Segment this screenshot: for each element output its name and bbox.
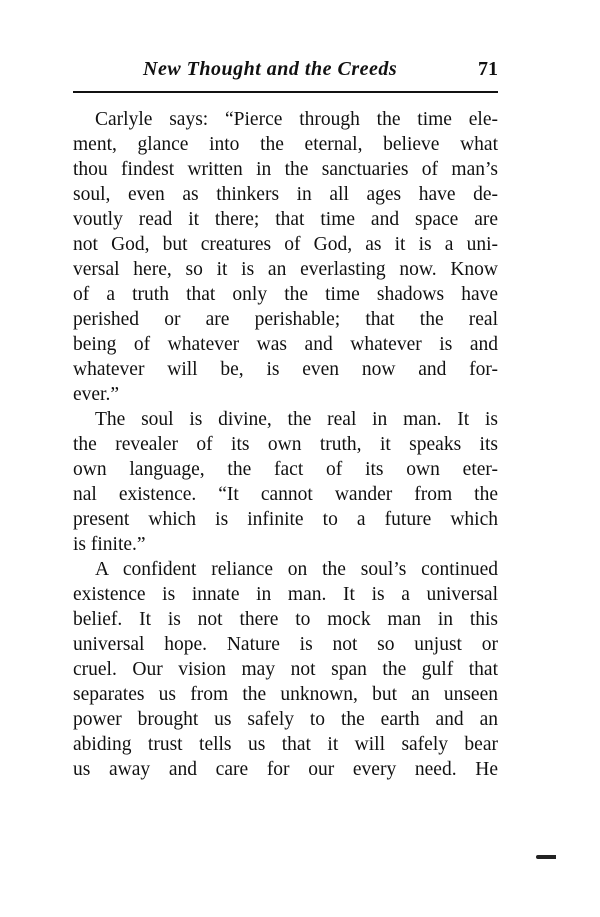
text-line: whatever will be, is even now and for- xyxy=(73,359,498,380)
text-line: existence is innate in man. It is a universal xyxy=(73,584,498,605)
text-line: is finite.” xyxy=(73,534,146,555)
text-line: us away and care for our every need. He xyxy=(73,759,498,780)
scan-mark xyxy=(536,855,556,859)
text-line: versal here, so it is an everlasting now. Know xyxy=(73,259,498,280)
text-line: own language, the fact of its own eter- xyxy=(73,459,498,480)
text-line: present which is infinite to a future which xyxy=(73,509,498,530)
text-line: perished or are perishable; that the real xyxy=(73,309,498,330)
text-line: cruel. Our vision may not span the gulf that xyxy=(73,659,498,680)
running-title: New Thought and the Creeds xyxy=(143,58,398,80)
text-line: thou findest written in the sanctuaries of man’s xyxy=(73,159,498,180)
text-line: A confident reliance on the soul’s continued xyxy=(95,559,498,580)
page-header xyxy=(73,58,498,86)
text-line: ever.” xyxy=(73,384,120,405)
text-line: the revealer of its own truth, it speaks its xyxy=(73,434,498,455)
text-line: of a truth that only the time shadows have xyxy=(73,284,498,305)
header-rule xyxy=(73,91,498,93)
text-line: soul, even as thinkers in all ages have de- xyxy=(73,184,498,205)
text-line: universal hope. Nature is not so unjust or xyxy=(73,634,498,655)
text-line: power brought us safely to the earth and an xyxy=(73,709,498,730)
text-line: voutly read it there; that time and space are xyxy=(73,209,498,230)
text-line: Carlyle says: “Pierce through the time ele- xyxy=(95,109,498,130)
text-line: not God, but creatures of God, as it is a uni- xyxy=(73,234,498,255)
text-line: belief. It is not there to mock man in this xyxy=(73,609,498,630)
body-text xyxy=(73,107,498,782)
page-number: 71 xyxy=(478,58,498,80)
text-line: ment, glance into the eternal, believe what xyxy=(73,134,498,155)
text-line: The soul is divine, the real in man. It is xyxy=(95,409,498,430)
text-line: nal existence. “It cannot wander from the xyxy=(73,484,498,505)
text-line: abiding trust tells us that it will safely bear xyxy=(73,734,498,755)
text-line: being of whatever was and whatever is and xyxy=(73,334,498,355)
text-line: separates us from the unknown, but an unseen xyxy=(73,684,498,705)
